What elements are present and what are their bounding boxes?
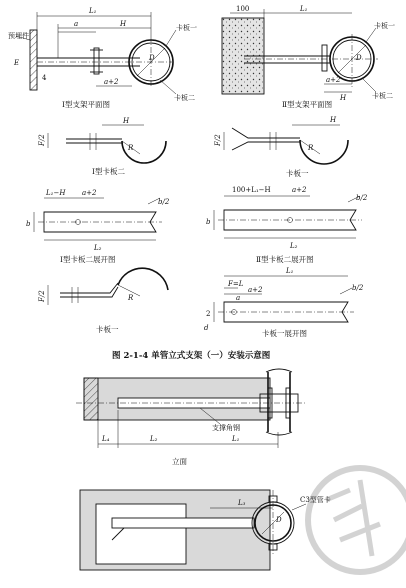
label-D: D xyxy=(149,54,155,62)
label-a2: a+2 xyxy=(82,189,97,197)
c3-clamp-plan xyxy=(80,490,331,570)
watermark-seal xyxy=(308,468,406,572)
label-b: b xyxy=(206,218,211,226)
label-b2: b/2 xyxy=(356,194,368,202)
label-D: D xyxy=(276,516,282,524)
leader-clamp1 xyxy=(166,30,176,46)
label-a2: a+2 xyxy=(248,286,263,294)
label-b: b xyxy=(26,220,31,228)
caption-type1-plan: Ⅰ型支架平面图 xyxy=(62,100,110,109)
leader-clamp2 xyxy=(362,78,376,92)
caption-elevation: 立面 xyxy=(172,457,187,466)
vertical-pipe xyxy=(268,372,290,432)
label-R: R xyxy=(128,294,134,302)
label-H: H xyxy=(330,116,337,124)
label-a2: a+2 xyxy=(104,78,119,86)
label-F2: F/2 xyxy=(38,290,46,302)
label-L3: L₃ xyxy=(238,499,246,507)
caption-type2-clamp2-dev: Ⅱ型卡板二展开图 xyxy=(256,255,314,264)
label-L1H: L₁−H xyxy=(46,189,66,197)
type2-bracket-plan xyxy=(222,5,395,109)
label-H: H xyxy=(123,117,130,125)
label-a2: a+2 xyxy=(326,76,341,84)
label-angle-steel: 支撑角钢 xyxy=(212,424,240,432)
type2-clamp2-development xyxy=(206,186,368,264)
embedded-plate xyxy=(30,30,37,90)
label-clamp2: 卡板二 xyxy=(372,92,393,100)
clamp1-left xyxy=(38,268,168,334)
label-L2: L₂ xyxy=(150,435,158,443)
caption-clamp1-dev: 卡板一展开图 xyxy=(262,329,307,338)
label-clamp2: 卡板二 xyxy=(174,94,195,102)
label-L1: L₁ xyxy=(89,7,97,15)
figure-title: 图 2-1-4 单管立式支架（一）安装示意图 xyxy=(112,351,271,361)
label-b2: b/2 xyxy=(158,198,170,206)
label-R: R xyxy=(308,144,314,152)
label-L4: L₄ xyxy=(102,435,110,443)
label-E: E xyxy=(14,59,20,67)
label-embedded: 预埋件 xyxy=(8,32,29,40)
angle-steel xyxy=(112,518,254,528)
clamp1-right xyxy=(214,116,348,178)
label-F2: F/2 xyxy=(214,134,222,146)
label-a2: a+2 xyxy=(292,186,307,194)
wall-hatch xyxy=(84,378,98,420)
label-FL: F=L xyxy=(228,280,244,288)
leader-clamp2 xyxy=(160,80,176,94)
label-F2: F/2 xyxy=(38,134,46,146)
label-4: 4 xyxy=(42,74,47,82)
elevation-view xyxy=(76,369,306,466)
label-R: R xyxy=(128,144,134,152)
label-a: a xyxy=(236,294,241,302)
label-H: H xyxy=(120,20,127,28)
label-L2: L₂ xyxy=(290,242,298,250)
label-L1: L₁ xyxy=(286,267,294,275)
label-2: 2 xyxy=(206,310,211,318)
plate-top xyxy=(232,128,300,138)
label-clamp1: 卡板一 xyxy=(176,24,197,32)
label-100: 100 xyxy=(236,5,250,13)
label-100L1H: 100+L₁−H xyxy=(232,186,271,194)
plate-top xyxy=(60,283,118,293)
caption-type1-clamp2: Ⅰ型卡板二 xyxy=(92,167,125,176)
caption-clamp1-right: 卡板一 xyxy=(286,169,309,178)
plate-bottom xyxy=(232,142,300,150)
type1-clamp2 xyxy=(38,117,166,176)
label-L1: L₁ xyxy=(300,5,308,13)
label-clamp1: 卡板一 xyxy=(374,22,395,30)
type1-bracket-plan xyxy=(8,7,197,109)
bolt xyxy=(94,48,99,74)
label-c3-clamp: C3型管卡 xyxy=(300,496,331,504)
caption-type1-clamp2-dev: Ⅰ型卡板二展开图 xyxy=(60,255,116,264)
label-H: H xyxy=(340,94,347,102)
leader-clamp1 xyxy=(366,28,376,42)
bolt xyxy=(322,45,327,71)
label-d: d xyxy=(204,324,209,332)
label-a: a xyxy=(74,20,79,28)
label-L2: L₂ xyxy=(94,244,102,252)
clamp1-development xyxy=(204,267,364,338)
leader-b2 xyxy=(340,288,352,294)
label-L1: L₁ xyxy=(232,435,240,443)
type1-clamp2-development xyxy=(26,189,170,264)
label-b2: b/2 xyxy=(352,284,364,292)
plate-bottom xyxy=(60,287,118,297)
caption-clamp1-left: 卡板一 xyxy=(96,325,119,334)
caption-type2-plan: Ⅱ型支架平面图 xyxy=(282,100,333,109)
clamp-arc xyxy=(118,268,168,290)
leader-c3 xyxy=(292,504,306,510)
label-D: D xyxy=(356,54,362,62)
wall-opening xyxy=(96,504,186,564)
